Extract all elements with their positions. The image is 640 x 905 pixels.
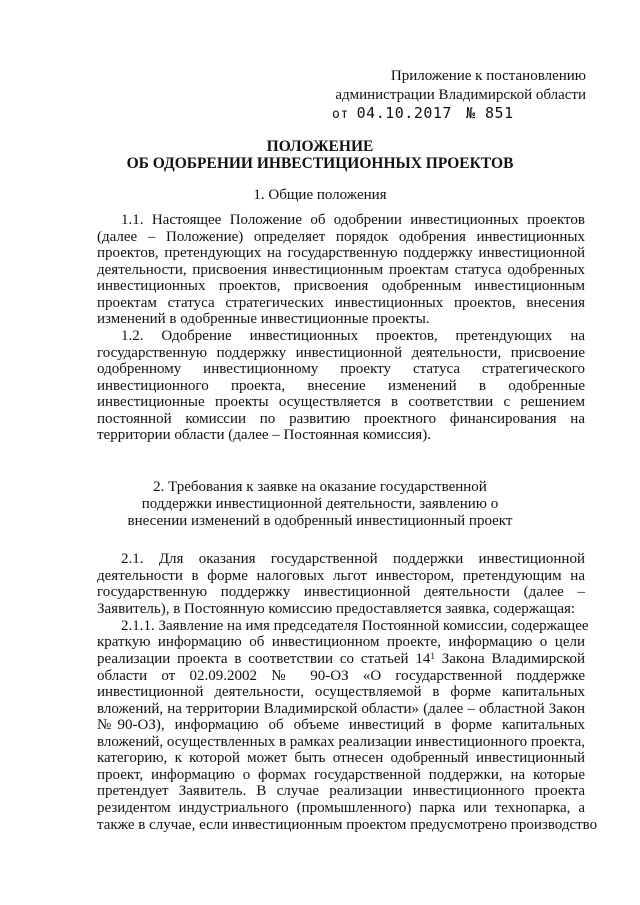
appendix-line-1: Приложение к постановлению: [390, 68, 586, 84]
paragraph-line: проектов, претендующих на государственную поддержку инвестиционной: [97, 245, 585, 261]
paragraph-line: Заявитель), в Постоянную комиссию предоставляется заявка, содержащая:: [97, 601, 576, 617]
paragraph-line: области от 02.09.2002 № 90-ОЗ «О государственной поддержке: [97, 668, 585, 684]
appendix-line-2: администрации Владимирской области: [335, 87, 586, 103]
paragraph-line: государственную поддержку инвестиционной деятельности, присвоение: [97, 345, 585, 361]
paragraph-line: (далее – Положение) определяет порядок одобрения инвестиционных: [97, 229, 585, 245]
paragraph-line: одобренному инвестиционному проекту статуса стратегического: [97, 361, 585, 377]
stamp-date: 04.10.2017: [356, 104, 452, 122]
document-title: ПОЛОЖЕНИЕ: [266, 138, 374, 155]
paragraph-line: также в случае, если инвестиционным проектом предусмотрено производство: [97, 817, 598, 833]
paragraph-line: инвестиционные проекты осуществляется в соответствии с решением: [97, 394, 585, 410]
paragraph-line: постоянной комиссии по развитию проектного финансирования на: [97, 411, 585, 427]
paragraph-line: 1.1. Настоящее Положение об одобрении инвестиционных проектов: [121, 212, 585, 228]
paragraph-line: инвестиционных проектов, присвоения одобренным инвестиционным: [97, 278, 585, 294]
section-2-heading-line: внесении изменений в одобренный инвестиционный проект: [127, 513, 513, 529]
paragraph-line: 2.1. Для оказания государственной поддержки инвестиционной: [121, 551, 585, 567]
stamp-prefix: от: [332, 107, 349, 122]
paragraph-line: категорию, к которой может быть отнесен одобренный инвестиционный: [97, 750, 585, 766]
paragraph-line: претендует Заявитель. В случае реализации инвестиционного проекта: [97, 783, 585, 799]
paragraph-line: инвестиционной деятельности, осуществляемой в форме капитальных: [97, 684, 585, 700]
paragraph-line: государственную поддержку инвестиционной деятельности (далее –: [97, 584, 585, 600]
paragraph-line: резидентом индустриального (промышленного) парка или технопарка, а: [97, 800, 585, 816]
paragraph-line: изменений в одобренные инвестиционные проекты.: [97, 311, 430, 327]
date-number-stamp: [332, 104, 514, 122]
paragraph-line: инвестиционного проекта, внесение изменений в одобренные: [97, 378, 585, 394]
section-2-heading-line: поддержки инвестиционной деятельности, заявлению о: [141, 496, 499, 512]
section-2-heading-line: 2. Требования к заявке на оказание государственной: [153, 479, 487, 495]
paragraph-line: проект, информацию о формах государственной поддержки, на которые: [97, 767, 585, 783]
paragraph-line: 2.1.1. Заявление на имя председателя Постоянной комиссии, содержащее: [121, 618, 589, 634]
paragraph-line: вложений, на территории Владимирской области» (далее – областной Закон: [97, 701, 585, 717]
paragraph-line: №90-ОЗ), информацию об объеме инвестиций в форме капитальных: [97, 717, 585, 733]
line-text: реализации проекта в соответствии со статьей 14: [97, 651, 431, 667]
paragraph-line: территории области (далее – Постоянная комиссия).: [97, 427, 431, 443]
paragraph-line: вложений, осуществленных в рамках реализации инвестиционного проекта,: [97, 734, 586, 750]
paragraph-line: деятельности в форме налоговых льгот инвестором, претендующим на: [97, 568, 585, 584]
paragraph-line-with-footnote: [97, 651, 585, 668]
line-text: Закона Владимирской: [434, 651, 586, 667]
paragraph-line: проектам статуса стратегических инвестиционных проектов, внесения: [97, 295, 585, 311]
section-1-heading: 1. Общие положения: [253, 187, 387, 203]
stamp-number: № 851: [465, 104, 514, 122]
paragraph-line: 1.2. Одобрение инвестиционных проектов, претендующих на: [121, 328, 585, 344]
superscript-marker: 1: [430, 651, 435, 661]
paragraph-line: краткую информацию об инвестиционном проекте, информацию о цели: [97, 634, 585, 650]
paragraph-line: деятельности, присвоения инвестиционным проектам статуса одобренных: [97, 262, 585, 278]
document-subtitle: ОБ ОДОБРЕНИИ ИНВЕСТИЦИОННЫХ ПРОЕКТОВ: [126, 155, 514, 172]
